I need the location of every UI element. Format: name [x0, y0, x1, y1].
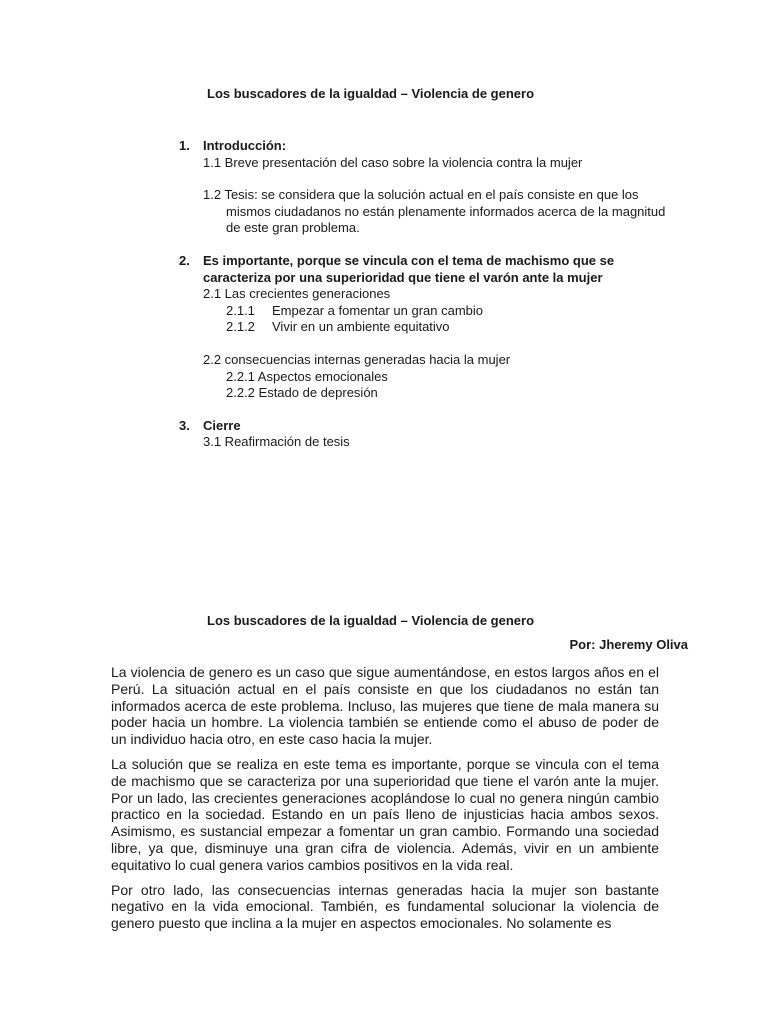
- section-number: 3.: [179, 417, 190, 433]
- essay-author: Por: Jheremy Oliva: [569, 637, 688, 652]
- item-text: Vivir en un ambiente equitativo: [272, 319, 450, 335]
- outline-item-2-1-2: [203, 319, 679, 336]
- essay-paragraph: Por otro lado, las consecuencias internas generadas hacia la mujer son bastante negativo en la vida emocional. También, es fundamental solucionar la violencia de genero puesto que inclina a la mujer en aspectos emocionales. No solamente es: [111, 881, 659, 932]
- item-text: Empezar a fomentar un gran cambio: [272, 302, 483, 318]
- item-number: 2.1.1: [226, 302, 255, 318]
- essay-paragraph: La solución que se realiza en este tema es importante, porque se vincula con el tema de machismo que se caracteriza por una superioridad que tiene el varón ante la mujer. Por un lado, las crecientes generaciones acoplándose lo cual no genera ningún cambio practico en la sociedad. Estando en un país lleno de injusticias hacia ambos sexos. Asimismo, es sustancial empezar a fomentar un gran cambio. Formando una sociedad libre, ya que, disminuye una gran cifra de violencia. Además, vivir en un ambiente equitativo lo cual genera varios cambios positivos en la vida real.: [111, 755, 659, 873]
- outline-item-2-2: 2.2 consecuencias internas generadas hacia la mujer: [203, 351, 511, 367]
- outline-item-2-2-1: 2.2.1 Aspectos emocionales: [226, 368, 388, 384]
- section-number: 1.: [179, 138, 190, 153]
- outline-section-1: [179, 138, 679, 237]
- section-heading: Introducción:: [203, 138, 287, 153]
- outline-section-3: [179, 418, 679, 451]
- outline-item-3-1: 3.1 Reafirmación de tesis: [203, 434, 350, 450]
- outline-list: [179, 138, 679, 451]
- outline-section-2: [179, 253, 679, 402]
- outline-item-2-1: 2.1 Las crecientes generaciones: [203, 286, 391, 302]
- outline-item-2-1-1: [203, 303, 679, 320]
- section-heading: Cierre: [203, 417, 241, 433]
- item-number: 2.1.2: [226, 319, 255, 335]
- essay-paragraph: La violencia de genero es un caso que sigue aumentándose, en estos largos años en el Perú. La situación actual en el país consiste en que los ciudadanos no están tan informados acerca de este problema. Incluso, las mujeres que tiene de mala manera su poder hacia un hombre. La violencia también se entiende como el abuso de poder de un individuo hacia otro, en este caso hacia la mujer.: [111, 664, 659, 748]
- section-number: 2.: [179, 252, 190, 268]
- outline-item-2-2-2: 2.2.2 Estado de depresión: [226, 385, 378, 401]
- section-heading: Es importante, porque se vincula con el tema de machismo que se caracteriza por una superioridad que tiene el varón ante la mujer: [203, 252, 615, 285]
- outline-item-1-2: 1.2 Tesis: se considera que la solución actual en el país consiste en que los mismos ciudadanos no están plenamente informados acerca de la magnitud de este gran problema.: [203, 187, 666, 236]
- outline-item-1-1: 1.1 Breve presentación del caso sobre la violencia contra la mujer: [203, 154, 583, 170]
- essay-body: [111, 664, 659, 940]
- essay-title: Los buscadores de la igualdad – Violencia de genero: [207, 613, 535, 628]
- outline-title: Los buscadores de la igualdad – Violencia de genero: [207, 86, 535, 101]
